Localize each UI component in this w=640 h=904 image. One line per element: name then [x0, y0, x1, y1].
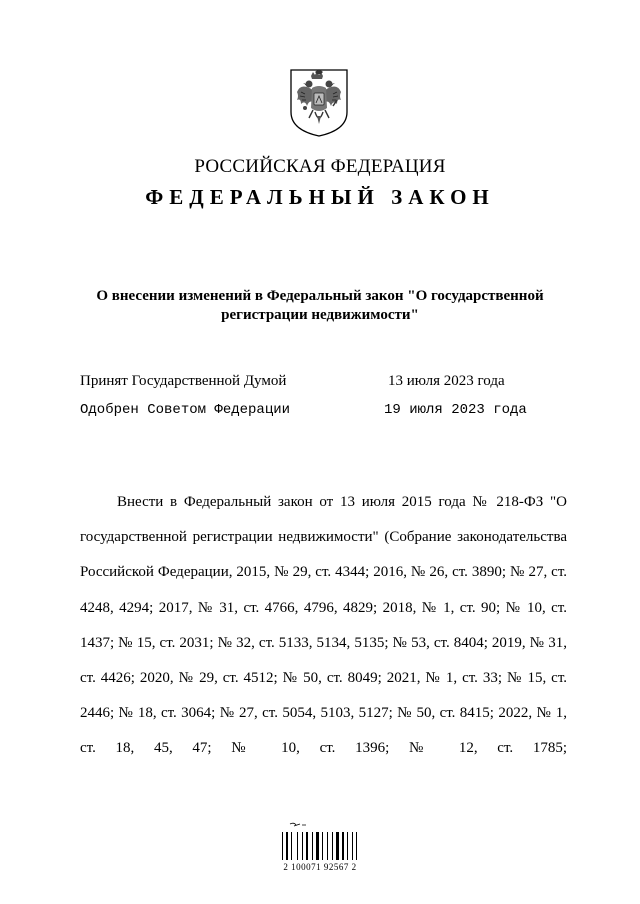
adoption-council-date: 19 июля 2023 года: [384, 402, 527, 418]
document-title-line: О внесении изменений в Федеральный закон "О государственной: [96, 288, 544, 304]
adoption-duma-label: Принят Государственной Думой: [80, 373, 287, 389]
barcode-icon: [280, 822, 360, 864]
coat-of-arms-icon: [287, 66, 351, 138]
adoption-duma-date: 13 июля 2023 года: [388, 373, 505, 389]
barcode-number: 2 100071 92567 2: [283, 862, 357, 872]
adoption-council-label: Одобрен Советом Федерации: [80, 402, 291, 418]
law-body-paragraph: Внести в Федеральный закон от 13 июля 2015 года № 218-ФЗ "О государственной регистрации недвижимости" (Собрание законодательства Российской Федерации, 2015, № 29, ст. 4344; 2016, № 26, ст. 3890; № 27, ст. 4248, 4294; 2017, № 31, ст. 4766, 4796, 4829; 2018, № 1, ст. 90; № 10, ст. 1437; № 15, ст. 2031; № 32, ст. 5133, 5134, 5135; № 53, ст. 8404; 2019, № 31, ст. 4426; 2020, № 29, ст. 4512; № 50, ст. 8049; 2021, № 1, ст. 33; № 15, ст. 2446; № 18, ст. 3064; № 27, ст. 5054, 5103, 5127; № 50, ст. 8415; 2022, № 1, ст. 18, 45, 47; № 10, ст. 1396; № 12, ст. 1785;: [80, 494, 567, 757]
country-name: РОССИЙСКАЯ ФЕДЕРАЦИЯ: [194, 156, 446, 177]
document-title-line: регистрации недвижимости": [221, 307, 419, 323]
document-title: [80, 287, 560, 325]
document-type: ФЕДЕРАЛЬНЫЙ ЗАКОН: [145, 185, 495, 209]
